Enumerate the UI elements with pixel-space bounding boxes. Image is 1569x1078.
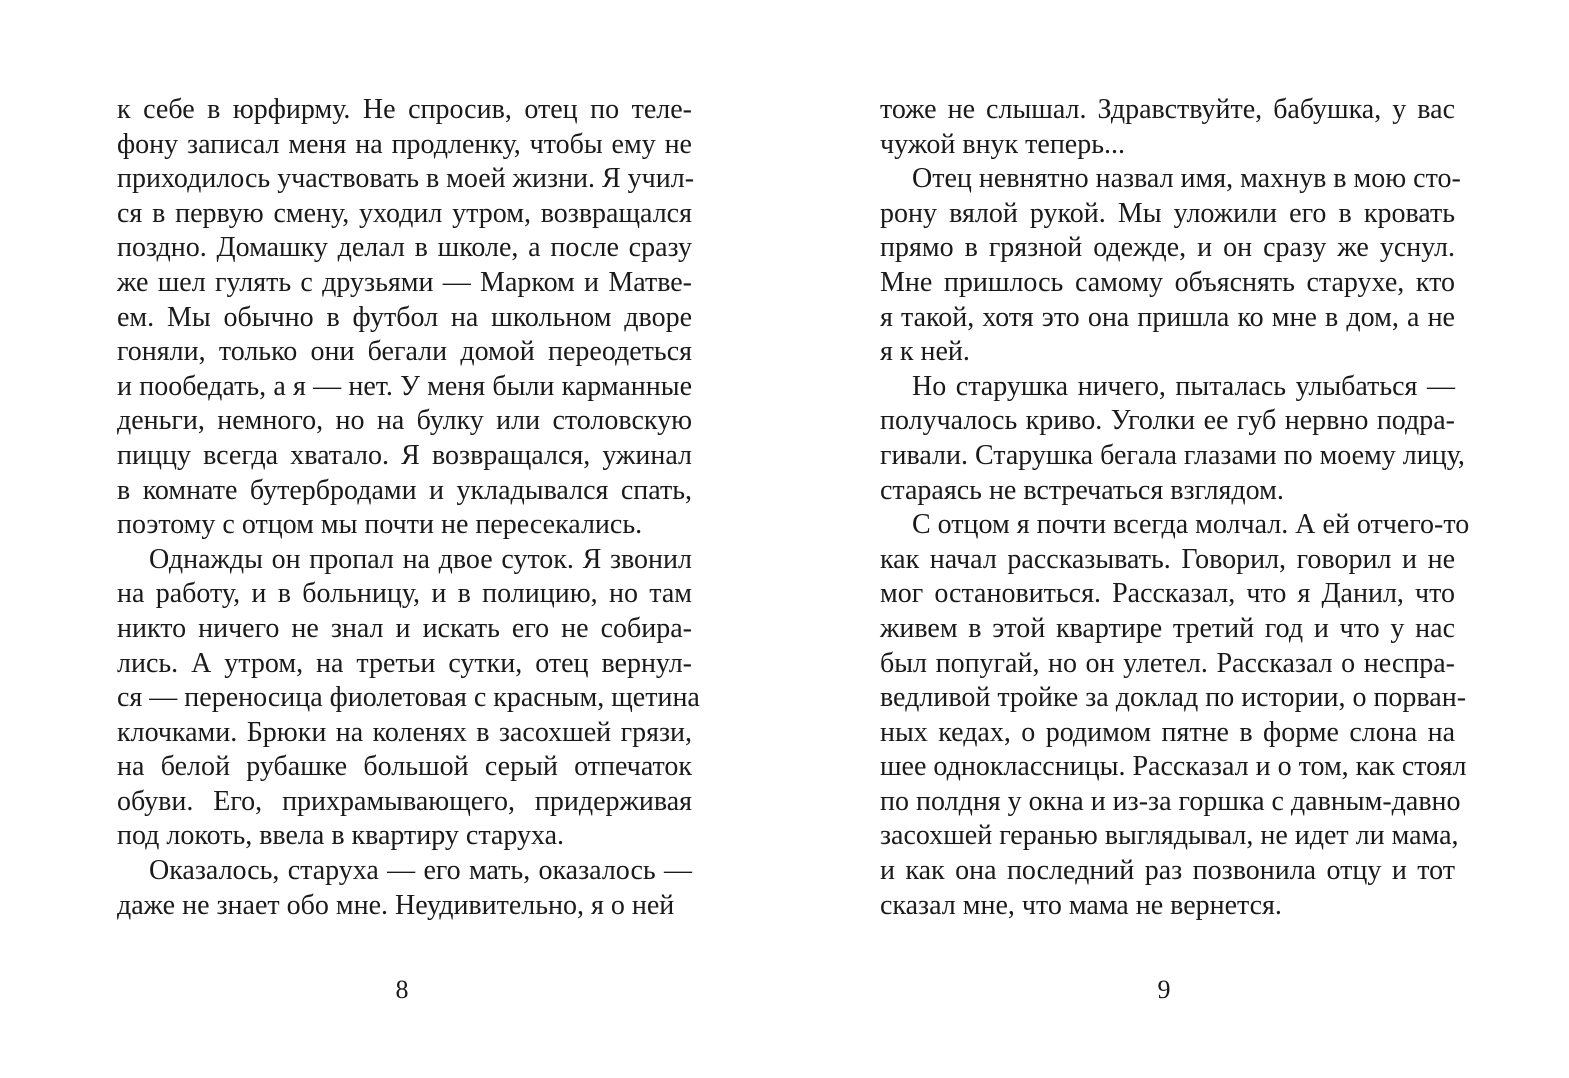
text-line: и пообедать, а я — нет. У меня были карманные [117,370,692,402]
text-line: был попугай, но он улетел. Рассказал о неспра- [880,647,1455,679]
text-line: приходилось участвовать в моей жизни. Я учил- [117,163,695,195]
text-line: никто ничего не знал и искать его не собира- [117,612,692,644]
text-line: шее одноклассницы. Рассказал и о том, как стоял [880,751,1467,783]
text-line: обуви. Его, прихрамывающего, придерживая [117,785,692,817]
text-line: я к ней. [880,336,970,368]
text-line: гоняли, только они бегали домой переодеться [117,336,692,368]
text-line: лись. А утром, на третьи сутки, отец вернул- [117,647,692,679]
text-line: Мне пришлось самому объяснять старухе, кто [880,266,1455,298]
text-line: ведливой тройке за доклад по истории, о порван- [880,682,1467,714]
text-line: по полдня у окна и из-за горшка с давным-давно [880,785,1461,817]
text-line: ся — переносица фиолетовая с красным, щетина [117,682,700,714]
text-line: рону вялой рукой. Мы уложили его в кровать [880,197,1455,229]
text-line: Но старушка ничего, пыталась улыбаться — [912,370,1455,402]
text-line: фону записал меня на продленку, чтобы ему не [117,128,692,160]
text-line: гивали. Старушка бегала глазами по моему лицу, [880,439,1465,471]
text-line: пиццу всегда хватало. Я возвращался, ужинал [117,439,692,471]
text-line: клочками. Брюки на коленях в засохшей грязи, [117,716,692,748]
text-line: Отец невнятно назвал имя, махнув в мою сто- [912,163,1461,195]
page-number: 9 [1157,975,1171,1004]
text-line: же шел гулять с друзьями — Марком и Матве- [117,266,692,298]
text-line: поэтому с отцом мы почти не пересекались. [117,509,643,541]
text-line: на работу, и в больницу, и в полицию, но там [117,578,692,610]
text-line: деньги, немного, но на булку или столовскую [117,405,692,437]
text-line: тоже не слышал. Здравствуйте, бабушка, у вас [880,94,1455,125]
right-page-text [880,93,1470,923]
text-line: в комнате бутербродами и укладывался спать, [117,474,692,506]
text-line: сказал мне, что мама не вернется. [880,889,1282,921]
text-line: получалось криво. Уголки ее губ нервно подра- [880,405,1455,437]
text-line: и как она последний раз позвонила отцу и тот [880,855,1455,887]
left-page-text [117,93,700,923]
text-line: к себе в юрфирму. Не спросив, отец по теле- [117,94,692,125]
text-line: ем. Мы обычно в футбол на школьном дворе [117,301,692,333]
text-line: на белой рубашке большой серый отпечаток [117,751,692,783]
left-page [0,0,784,1078]
text-line: Однажды он пропал на двое суток. Я звонил [149,543,692,575]
text-line: живем в этой квартире третий год и что у нас [880,612,1455,644]
text-line: как начал рассказывать. Говорил, говорил и не [880,543,1455,575]
text-line: Оказалось, старуха — его мать, оказалось — [149,855,692,887]
text-line: прямо в грязной одежде, и он сразу же уснул. [880,232,1455,264]
text-line: С отцом я почти всегда молчал. А ей отчего-то [912,509,1470,541]
text-line: мог остановиться. Рассказал, что я Данил, что [880,578,1455,610]
text-line: ных кедах, о родимом пятне в форме слона на [880,716,1455,748]
text-line: я такой, хотя это она пришла ко мне в дом, а не [880,301,1455,333]
text-line: стараясь не встречаться взглядом. [880,474,1284,506]
text-line: чужой внук теперь... [880,128,1125,160]
page-number: 8 [395,975,409,1004]
text-line: ся в первую смену, уходил утром, возвращался [117,197,692,229]
text-line: под локоть, ввела в квартиру старуха. [117,820,565,852]
text-line: даже не знает обо мне. Неудивительно, я о ней [117,889,675,921]
text-line: поздно. Домашку делал в школе, а после сразу [117,232,692,264]
text-line: засохшей геранью выглядывал, не идет ли мама, [880,820,1459,852]
right-page [784,0,1569,1078]
